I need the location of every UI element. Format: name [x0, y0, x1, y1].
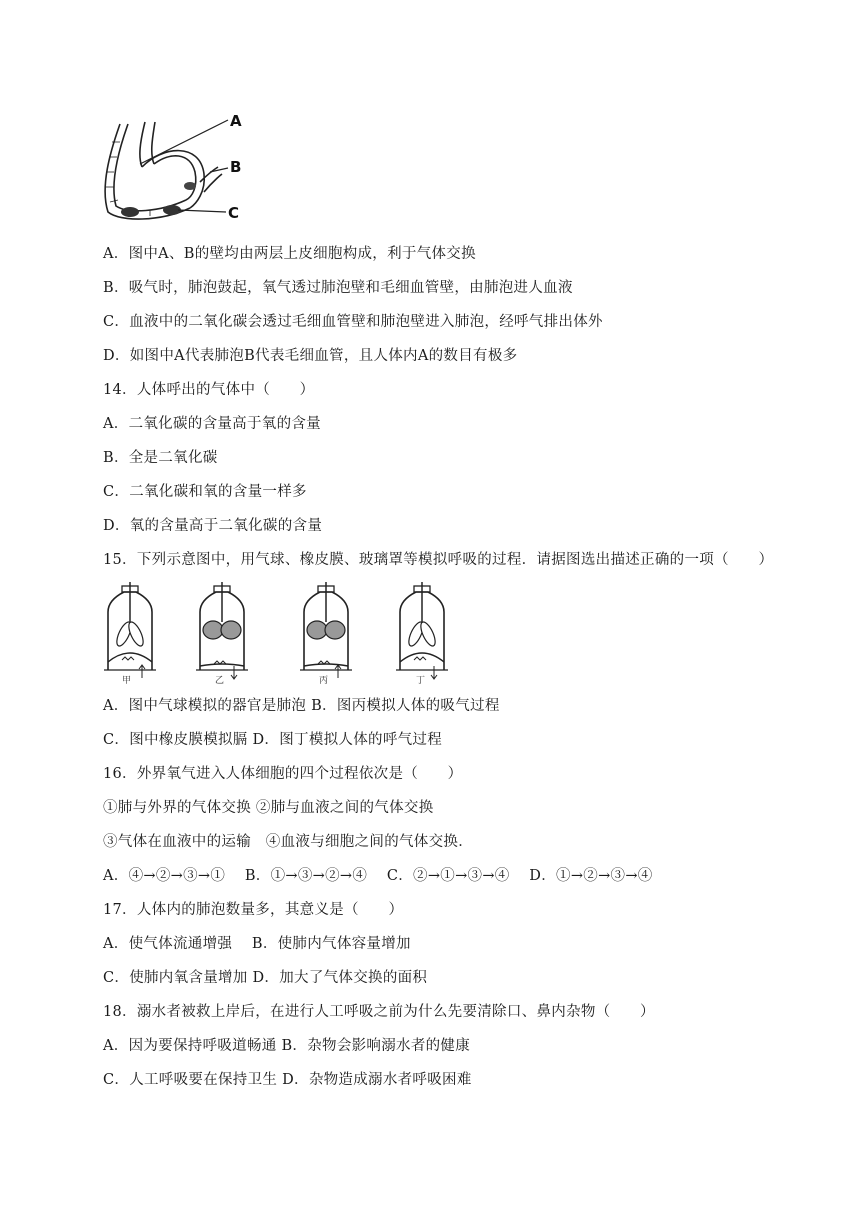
caption-ding: 丁: [416, 676, 426, 686]
bell-jar-diagram: [100, 580, 460, 686]
alveolus-capillary-diagram: [100, 112, 250, 227]
q14-option-a: A．二氧化碳的含量高于氧的含量: [103, 416, 321, 432]
label-b: B: [230, 158, 242, 176]
q15-stem: 15．下列示意图中，用气球、橡皮膜、玻璃罩等模拟呼吸的过程．请据图选出描述正确的一项（ ）: [103, 552, 774, 568]
q18-options-ab: A．因为要保持呼吸道畅通 B．杂物会影响溺水者的健康: [103, 1038, 471, 1054]
q13-option-d: D．如图中A代表肺泡B代表毛细血管，且人体内A的数目有极多: [103, 348, 518, 364]
q15-options-cd: C．图中橡皮膜模拟膈 D．图丁模拟人体的呼气过程: [103, 732, 443, 748]
q15-options-ab: A．图中气球模拟的器官是肺泡 B．图丙模拟人体的吸气过程: [103, 698, 500, 714]
q17-stem: 17．人体内的肺泡数量多，其意义是（ ）: [103, 902, 404, 918]
q18-options-cd: C．人工呼吸要在保持卫生 D．杂物造成溺水者呼吸困难: [103, 1072, 472, 1088]
q16-stem: 16．外界氧气进入人体细胞的四个过程依次是（ ）: [103, 766, 463, 782]
q16-line-2: ③气体在血液中的运输 ④血液与细胞之间的气体交换．: [103, 834, 473, 850]
caption-yi: 乙: [215, 676, 225, 686]
q18-stem: 18．溺水者被救上岸后，在进行人工呼吸之前为什么先要清除口、鼻内杂物（ ）: [103, 1004, 655, 1020]
q14-stem: 14．人体呼出的气体中（ ）: [103, 382, 315, 398]
q14-option-b: B．全是二氧化碳: [103, 450, 218, 466]
q16-line-1: ①肺与外界的气体交换 ②肺与血液之间的气体交换: [103, 800, 434, 816]
q13-option-a: A．图中A、B的壁均由两层上皮细胞构成，利于气体交换: [103, 246, 476, 262]
q17-options-ab: A．使气体流通增强 B．使肺内气体容量增加: [103, 936, 411, 952]
q14-option-d: D．氧的含量高于二氧化碳的含量: [103, 518, 323, 534]
q13-option-b: B．吸气时，肺泡鼓起，氧气透过肺泡壁和毛细血管壁，由肺泡进人血液: [103, 280, 573, 296]
alveolus-capillary-figure: [100, 112, 250, 227]
q16-options: A．④→②→③→① B．①→③→②→④ C．②→①→③→④ D．①→②→③→④: [103, 868, 653, 884]
label-c: C: [228, 204, 240, 222]
caption-bing: 丙: [319, 676, 329, 686]
q13-option-c: C．血液中的二氧化碳会透过毛细血管壁和肺泡壁进入肺泡，经呼气排出体外: [103, 314, 603, 330]
q17-options-cd: C．使肺内氧含量增加 D．加大了气体交换的面积: [103, 970, 428, 986]
caption-jia: 甲: [122, 676, 132, 686]
bell-jar-models-figure: [100, 580, 460, 686]
label-a: A: [230, 112, 242, 130]
q14-option-c: C．二氧化碳和氧的含量一样多: [103, 484, 307, 500]
